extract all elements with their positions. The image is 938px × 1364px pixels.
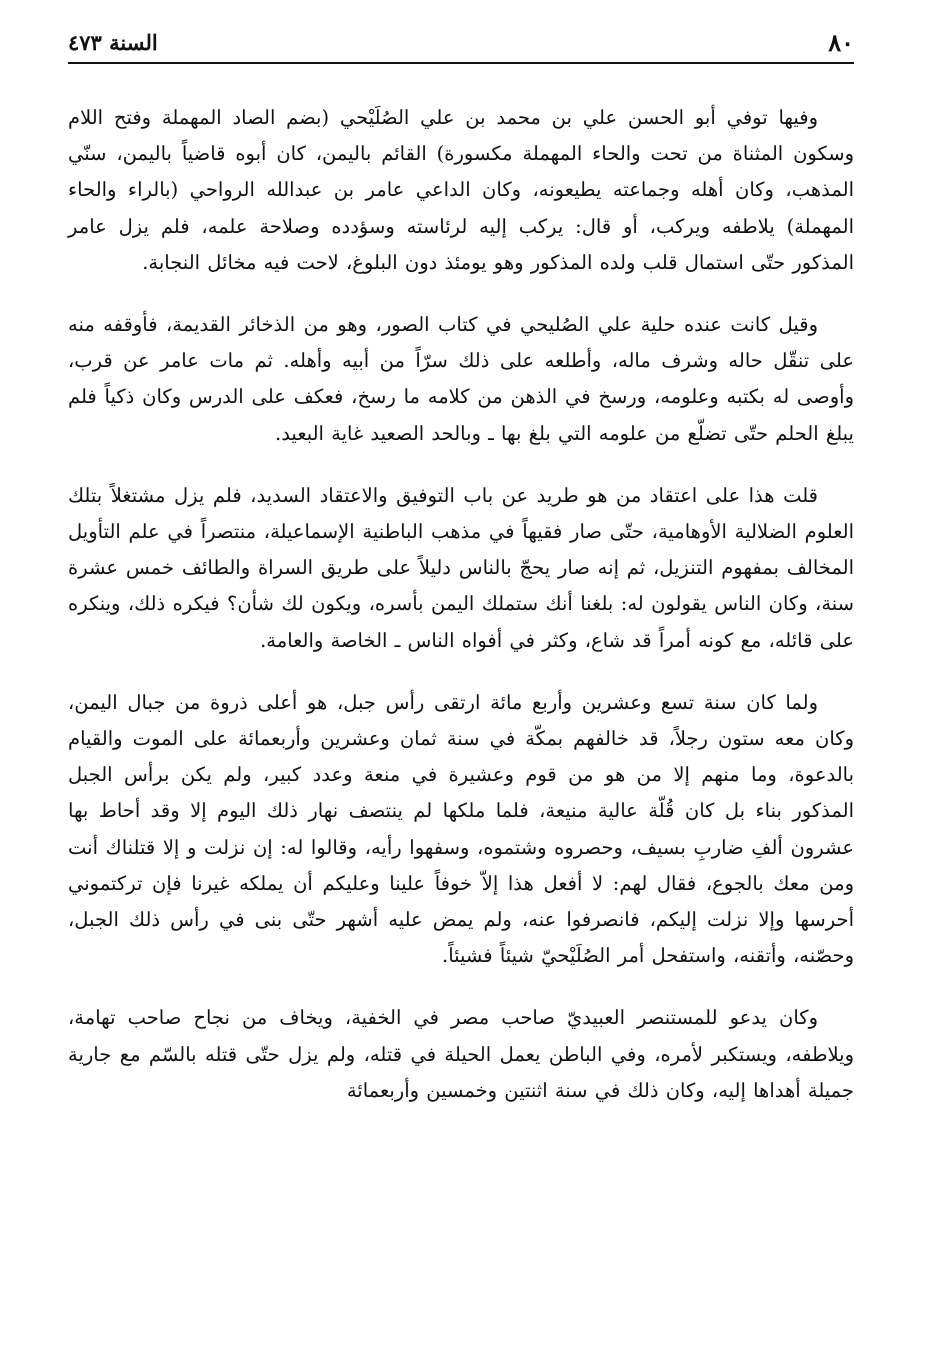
paragraph-mustansir-dawa: وكان يدعو للمستنصر العبيديّ صاحب مصر في الخفية، ويخاف من نجاح صاحب تهامة، ويلاطفه، ويستكبر لأمره، وفي الباطن يعمل الحيلة في قتله، ولم يزل حتّى قتله بالسّم مع جارية جميلة أهداها إليه، وكان ذلك في سنة اثنتين وخمسين وأربعمائة [68, 1006, 854, 1102]
paragraph-death-of-sulayhi: وفيها توفي أبو الحسن علي بن محمد بن علي الصُلَيْحي (بضم الصاد المهملة وفتح اللام وسكون المثناة من تحت والحاء المهملة مكسورة) القائم باليمن، كان أبوه قاضياً باليمن، سنّي المذهب، وكان أهله وجماعته يطيعونه، وكان الداعي عامر بن عبدالله الرواحي (بالراء والحاء المهملة) يلاطفه ويركب، أو قال: يركب إليه لرئاسته وسؤدده وصلاحة علمه، فلم يزل عامر المذكور حتّى استمال قلب ولده المذكور وهو يومئذ دون البلوغ، لاحت فيه مخائل النجابة. [68, 106, 854, 274]
page-number: ٨٠ [828, 28, 854, 57]
book-page [68, 26, 854, 1135]
paragraph-mountain-fortress: ولما كان سنة تسع وعشرين وأربع مائة ارتقى رأس جبل، هو أعلى ذروة من جبال اليمن، وكان معه ستون رجلاً، قد خالفهم بمكّة في سنة ثمان وعشرين وأربعمائة على الموت والقيام بالدعوة، وما منهم إلا من هو من قوم وعشيرة في منعة وعدد كبير، ولم يكن برأس الجبل المذكور بناء بل كان قُلّة عالية منيعة، فلما ملكها لم ينتصف نهار ذلك اليوم إلا وقد أحاط بها عشرون ألفِ ضاربِ بسيف، وحصروه وشتموه، وسفهوا رأيه، وقالوا له: إن نزلت و إلا قتلناك أنت ومن معك بالجوع، فقال لهم: لا أفعل هذا إلاّ خوفاً علينا وعليكم أن يملكه غيرنا فإن تركتموني أحرسها وإلا نزلت إليكم، فانصرفوا عنه، ولم يمض عليه أشهر حتّى بنى في رأس ذلك الجبل، وحصّنه، وأتقنه، واستفحل أمر الصُلَيْحيّ شيئاً فشيئاً. [68, 690, 854, 968]
year-heading: السنة ٤٧٣ [68, 30, 158, 55]
body-text [68, 100, 854, 1109]
running-header [68, 26, 854, 64]
paragraph-author-comment: قلت هذا على اعتقاد من هو طريد عن باب التوفيق والاعتقاد السديد، فلم يزل مشتغلاً بتلك العلوم الضلالية الأوهامية، حتّى صار فقيهاً في مذهب الباطنية الإسماعيلة، منتصراً في علم التأويل المخالف بمفهوم التنزيل، ثم إنه صار يحجّ بالناس دليلاً على طريق السراة والطائف خمس عشرة سنة، وكان الناس يقولون له: بلغنا أنك ستملك اليمن بأسره، ويكون لك شأن؟ فيكره ذلك، وينكره على قائله، مع كونه أمراً قد شاع، وكثر في أفواه الناس ـ الخاصة والعامة. [68, 483, 854, 652]
paragraph-hilya-book: وقيل كانت عنده حلية علي الصُليحي في كتاب الصور، وهو من الذخائر القديمة، فأوقفه منه على تنقّل حاله وشرف ماله، وأطلعه على ذلك سرّاً من أبيه وأهله. ثم مات عامر عن قرب، وأوصى له بكتبه وعلومه، ورسخ في الذهن من كلامه ما رسخ، فعكف على الدرس وكان ذكياً فلم يبلغ الحلم حتّى تضلّع من علومه التي بلغ بها ـ وبالحد الصعيد غاية البعيد. [68, 313, 854, 445]
